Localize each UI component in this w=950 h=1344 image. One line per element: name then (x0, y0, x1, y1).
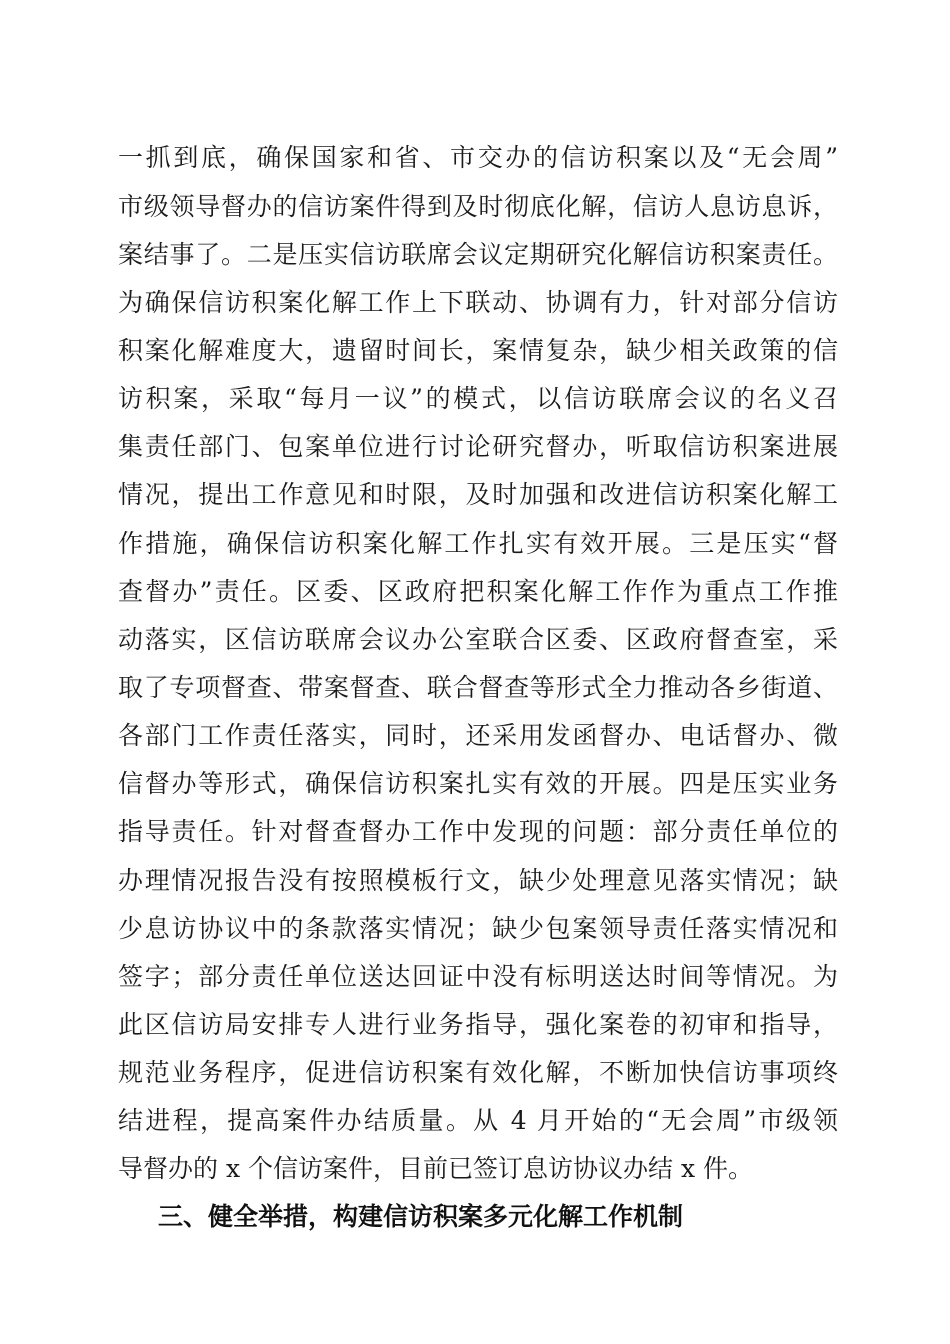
body-text-line: 各部门工作责任落实，同时，还采用发函督办、电话督办、微 (118, 721, 838, 750)
body-text-line: 导督办的 x 个信访案件，目前已签订息访协议办结 x 件。 (118, 1154, 753, 1183)
body-text-line: 信督办等形式，确保信访积案扎实有效的开展。四是压实业务 (118, 769, 838, 798)
body-text-line: 市级领导督办的信访案件得到及时彻底化解，信访人息访息诉， (118, 192, 838, 221)
body-text-line: 访积案，采取“每月一议”的模式，以信访联席会议的名义召 (118, 384, 838, 413)
body-text-line: 结进程，提高案件办结质量。从 4 月开始的“无会周”市级领 (118, 1106, 838, 1135)
body-text-line: 情况，提出工作意见和时限，及时加强和改进信访积案化解工 (118, 480, 838, 509)
body-text-line: 为确保信访积案化解工作上下联动、协调有力，针对部分信访 (118, 288, 838, 317)
section-heading: 三、健全举措，构建信访积案多元化解工作机制 (158, 1202, 684, 1231)
body-text-line: 取了专项督查、带案督查、联合督查等形式全力推动各乡街道、 (118, 673, 838, 702)
body-text-line: 集责任部门、包案单位进行讨论研究督办，听取信访积案进展 (118, 432, 838, 461)
body-text-line: 此区信访局安排专人进行业务指导，强化案卷的初审和指导， (118, 1010, 838, 1039)
body-text-line: 签字；部分责任单位送达回证中没有标明送达时间等情况。为 (118, 962, 838, 991)
body-text-line: 规范业务程序，促进信访积案有效化解，不断加快信访事项终 (118, 1058, 838, 1087)
body-text-line: 少息访协议中的条款落实情况；缺少包案领导责任落实情况和 (118, 914, 838, 943)
body-text-line: 一抓到底，确保国家和省、市交办的信访积案以及“无会周” (118, 143, 838, 172)
body-text-line: 作措施，确保信访积案化解工作扎实有效开展。三是压实“督 (118, 529, 838, 558)
body-text-line: 指导责任。针对督查督办工作中发现的问题：部分责任单位的 (118, 817, 838, 846)
body-text-line: 动落实，区信访联席会议办公室联合区委、区政府督查室，采 (118, 625, 838, 654)
body-text-line: 查督办”责任。区委、区政府把积案化解工作作为重点工作推 (118, 577, 838, 606)
body-text-line: 案结事了。二是压实信访联席会议定期研究化解信访积案责任。 (118, 240, 838, 269)
body-text-line: 办理情况报告没有按照模板行文，缺少处理意见落实情况；缺 (118, 866, 838, 895)
body-text-line: 积案化解难度大，遗留时间长，案情复杂，缺少相关政策的信 (118, 336, 838, 365)
